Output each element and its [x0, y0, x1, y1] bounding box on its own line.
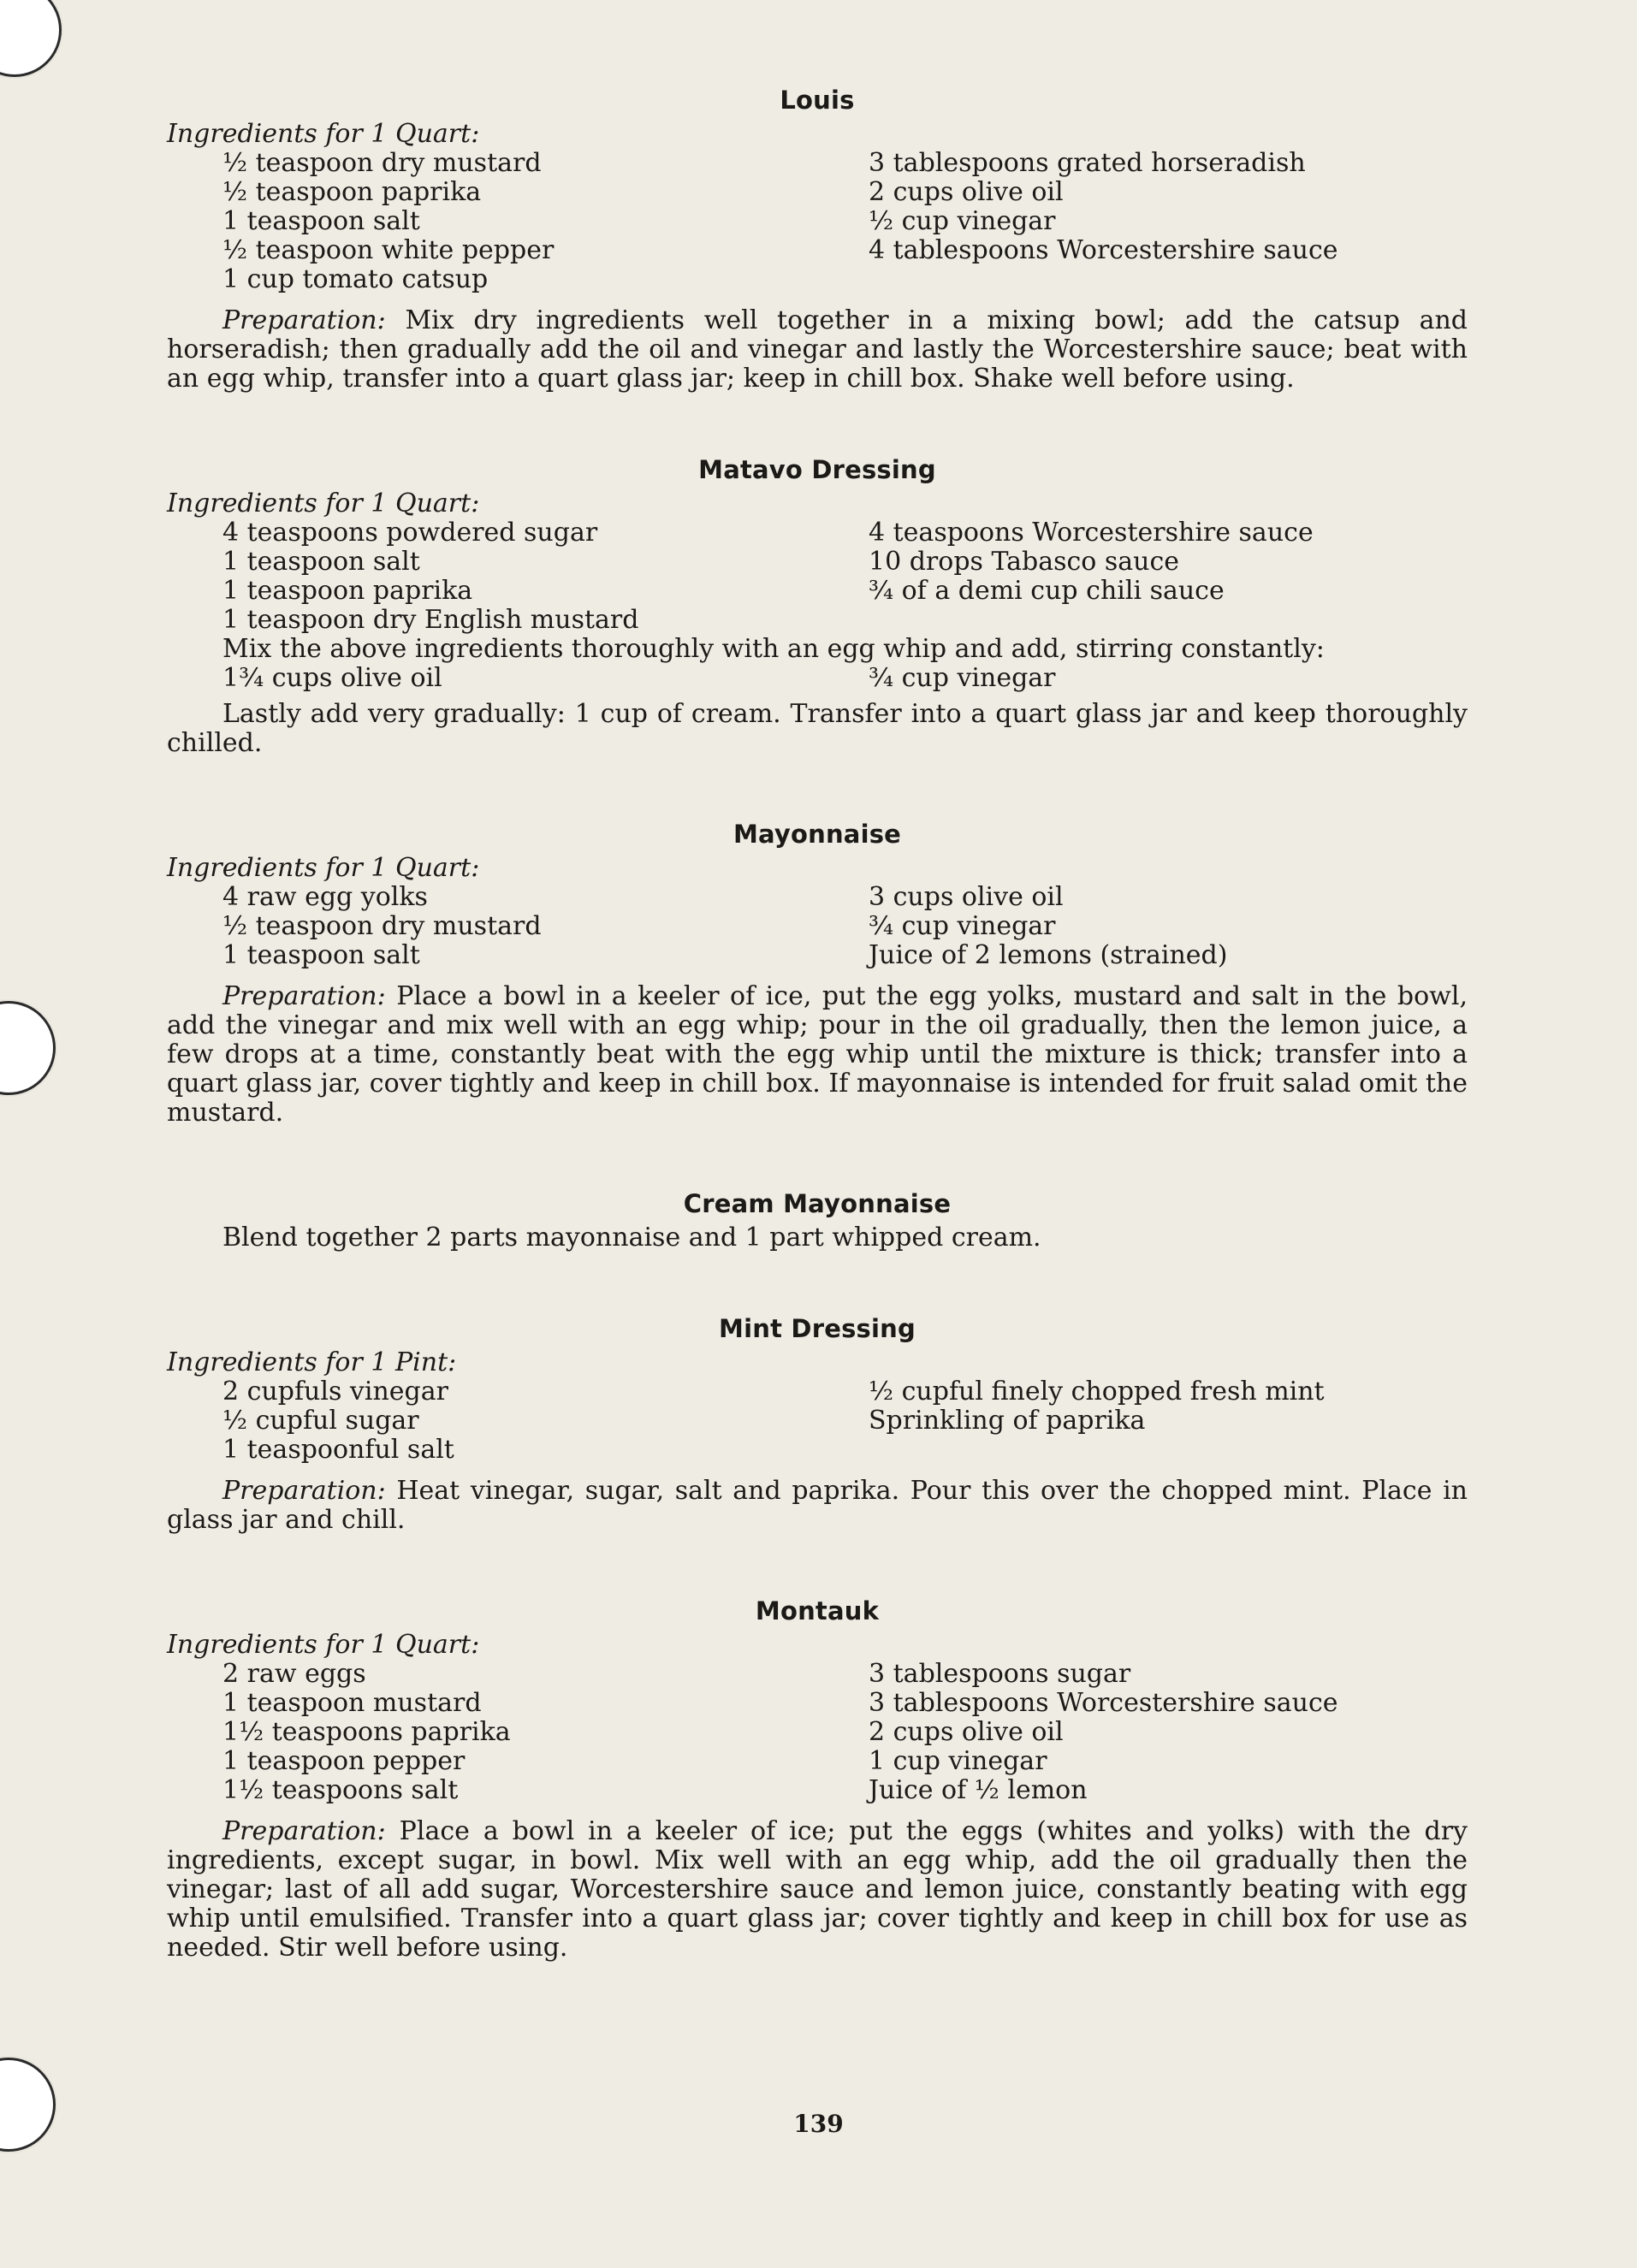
ingredient: 2 cups olive oil: [869, 177, 1064, 207]
ingredients-left: [167, 883, 869, 970]
ingredient: 1 cup tomato catsup: [222, 264, 489, 294]
recipe-title: Montauk: [755, 1596, 880, 1625]
ingredient-columns: [167, 518, 1468, 635]
recipe-title: Mint Dressing: [719, 1314, 916, 1343]
ingredient: 3 tablespoons sugar: [869, 1659, 1131, 1689]
punch-hole-top: [0, 0, 62, 77]
ingredient: ½ teaspoon dry mustard: [222, 148, 542, 178]
preparation-label: Preparation:: [222, 981, 386, 1011]
ingredients-header: Ingredients for 1 Quart:: [167, 119, 480, 149]
recipe-montauk: [167, 1596, 1468, 1963]
ingredient-columns-2: [167, 664, 1468, 693]
ingredient: Juice of ½ lemon: [869, 1775, 1088, 1805]
recipe-louis: [167, 86, 1468, 394]
ingredient: 3 tablespoons grated horseradish: [869, 148, 1306, 178]
recipe-title: Mayonnaise: [732, 820, 902, 849]
ingredient: 1 teaspoon paprika: [222, 576, 473, 606]
ingredient: 1 teaspoon salt: [222, 547, 420, 577]
ingredient: 1½ teaspoons salt: [222, 1775, 459, 1805]
preparation-label: Preparation:: [222, 1476, 386, 1506]
ingredient-columns: [167, 1377, 1468, 1465]
recipe-title: Matavo Dressing: [698, 455, 936, 484]
ingredient: 1 cup vinegar: [869, 1746, 1047, 1776]
ingredient: ¾ cup vinegar: [869, 911, 1056, 941]
ingredient: ½ teaspoon white pepper: [222, 235, 555, 265]
recipe-title: Cream Mayonnaise: [683, 1189, 952, 1218]
ingredients-header: Ingredients for 1 Quart:: [167, 489, 480, 518]
ingredient: 1¾ cups olive oil: [222, 663, 442, 693]
preparation: [167, 1477, 1468, 1535]
ingredients-right: [869, 883, 1468, 970]
ingredient: 1 teaspoon dry English mustard: [222, 605, 639, 635]
ingredient: ½ teaspoon dry mustard: [222, 911, 542, 941]
ingredient-columns: [167, 883, 1468, 970]
ingredients-left: [167, 1660, 869, 1805]
mix-instruction: Mix the above ingredients thoroughly with an egg whip and add, stirring constantly:: [222, 634, 1325, 664]
punch-hole-middle: [0, 1001, 56, 1095]
ingredient: Juice of 2 lemons (strained): [869, 940, 1228, 970]
final-instruction: Lastly add very gradually: 1 cup of cream. Transfer into a quart glass jar and keep thoroughly chilled.: [167, 699, 1468, 758]
recipe-cream-mayonnaise: [167, 1189, 1468, 1252]
ingredients-right: [869, 1377, 1468, 1465]
preparation-text: Heat vinegar, sugar, salt and paprika. Pour this over the chopped mint. Place in glass jar and chill.: [167, 1476, 1468, 1535]
ingredient: 2 raw eggs: [222, 1659, 366, 1689]
recipe-mint-dressing: [167, 1314, 1468, 1535]
preparation-label: Preparation:: [222, 1816, 386, 1846]
ingredient: 1 teaspoon salt: [222, 940, 420, 970]
ingredient: 3 tablespoons Worcestershire sauce: [869, 1688, 1338, 1718]
preparation-text: Place a bowl in a keeler of ice, put the egg yolks, mustard and salt in the bowl, add the vinegar and mix well with an egg whip; pour in the oil gradually, then the lemon juice, a few drops at a time, constantly beat with the egg whip until the mixture is thick; transfer into a quart glass jar, cover tightly and keep in chill box. If mayonnaise is intended for fruit salad omit the mustard.: [167, 981, 1468, 1128]
ingredients-header: Ingredients for 1 Pint:: [167, 1347, 457, 1377]
recipe-text: Blend together 2 parts mayonnaise and 1 part whipped cream.: [222, 1223, 1041, 1252]
ingredient: 2 cups olive oil: [869, 1717, 1064, 1747]
recipe-mayonnaise: [167, 820, 1468, 1128]
ingredient: 10 drops Tabasco sauce: [869, 547, 1180, 577]
ingredient: ¾ of a demi cup chili sauce: [869, 576, 1225, 606]
ingredient: 1½ teaspoons paprika: [222, 1717, 511, 1747]
ingredients-header: Ingredients for 1 Quart:: [167, 853, 480, 883]
ingredient: ½ cup vinegar: [869, 206, 1056, 236]
ingredients-right: [869, 1660, 1468, 1805]
ingredients-left: [167, 518, 869, 635]
ingredients-right: [869, 518, 1468, 635]
preparation: [167, 1817, 1468, 1963]
ingredient: ½ cupful finely chopped fresh mint: [869, 1377, 1325, 1406]
recipe-matavo-dressing: [167, 455, 1468, 758]
ingredient: ¾ cup vinegar: [869, 663, 1056, 693]
ingredients-right: [869, 149, 1468, 294]
ingredient: 3 cups olive oil: [869, 882, 1064, 912]
ingredients-left: [167, 149, 869, 294]
preparation-label: Preparation:: [222, 305, 386, 335]
ingredient: 4 raw egg yolks: [222, 882, 428, 912]
page-number: 139: [793, 2110, 844, 2138]
ingredient: 4 tablespoons Worcestershire sauce: [869, 235, 1338, 265]
ingredient: Sprinkling of paprika: [869, 1406, 1146, 1436]
preparation: [167, 306, 1468, 394]
ingredient: 4 teaspoons powdered sugar: [222, 518, 598, 548]
page-content: [167, 86, 1468, 1963]
ingredient: ½ teaspoon paprika: [222, 177, 482, 207]
ingredient: 2 cupfuls vinegar: [222, 1377, 448, 1406]
ingredients-header: Ingredients for 1 Quart:: [167, 1630, 480, 1660]
ingredients-left-2: [167, 664, 869, 693]
ingredients-left: [167, 1377, 869, 1465]
recipe-title: Louis: [780, 86, 855, 115]
ingredient: 1 teaspoon pepper: [222, 1746, 466, 1776]
ingredient: ½ cupful sugar: [222, 1406, 419, 1436]
ingredient-columns: [167, 1660, 1468, 1805]
preparation: [167, 982, 1468, 1128]
preparation-text: Mix dry ingredients well together in a mixing bowl; add the catsup and horseradish; then gradually add the oil and vinegar and lastly the Worcestershire sauce; beat with an egg whip, transfer into a quart glass jar; keep in chill box. Shake well before using.: [167, 305, 1468, 394]
ingredient: 1 teaspoon salt: [222, 206, 420, 236]
ingredient-columns: [167, 149, 1468, 294]
ingredient: 4 teaspoons Worcestershire sauce: [869, 518, 1314, 548]
ingredients-right-2: [869, 664, 1468, 693]
ingredient: 1 teaspoonful salt: [222, 1435, 454, 1465]
ingredient: 1 teaspoon mustard: [222, 1688, 482, 1718]
preparation-text: Place a bowl in a keeler of ice; put the eggs (whites and yolks) with the dry ingredients, except sugar, in bowl. Mix well with an egg whip, add the oil gradually then the vinegar; last of all add sugar, Worcestershire sauce and lemon juice, constantly beating with egg whip until emulsified. Transfer into a quart glass jar; cover tightly and keep in chill box for use as needed. Stir well before using.: [167, 1816, 1468, 1963]
